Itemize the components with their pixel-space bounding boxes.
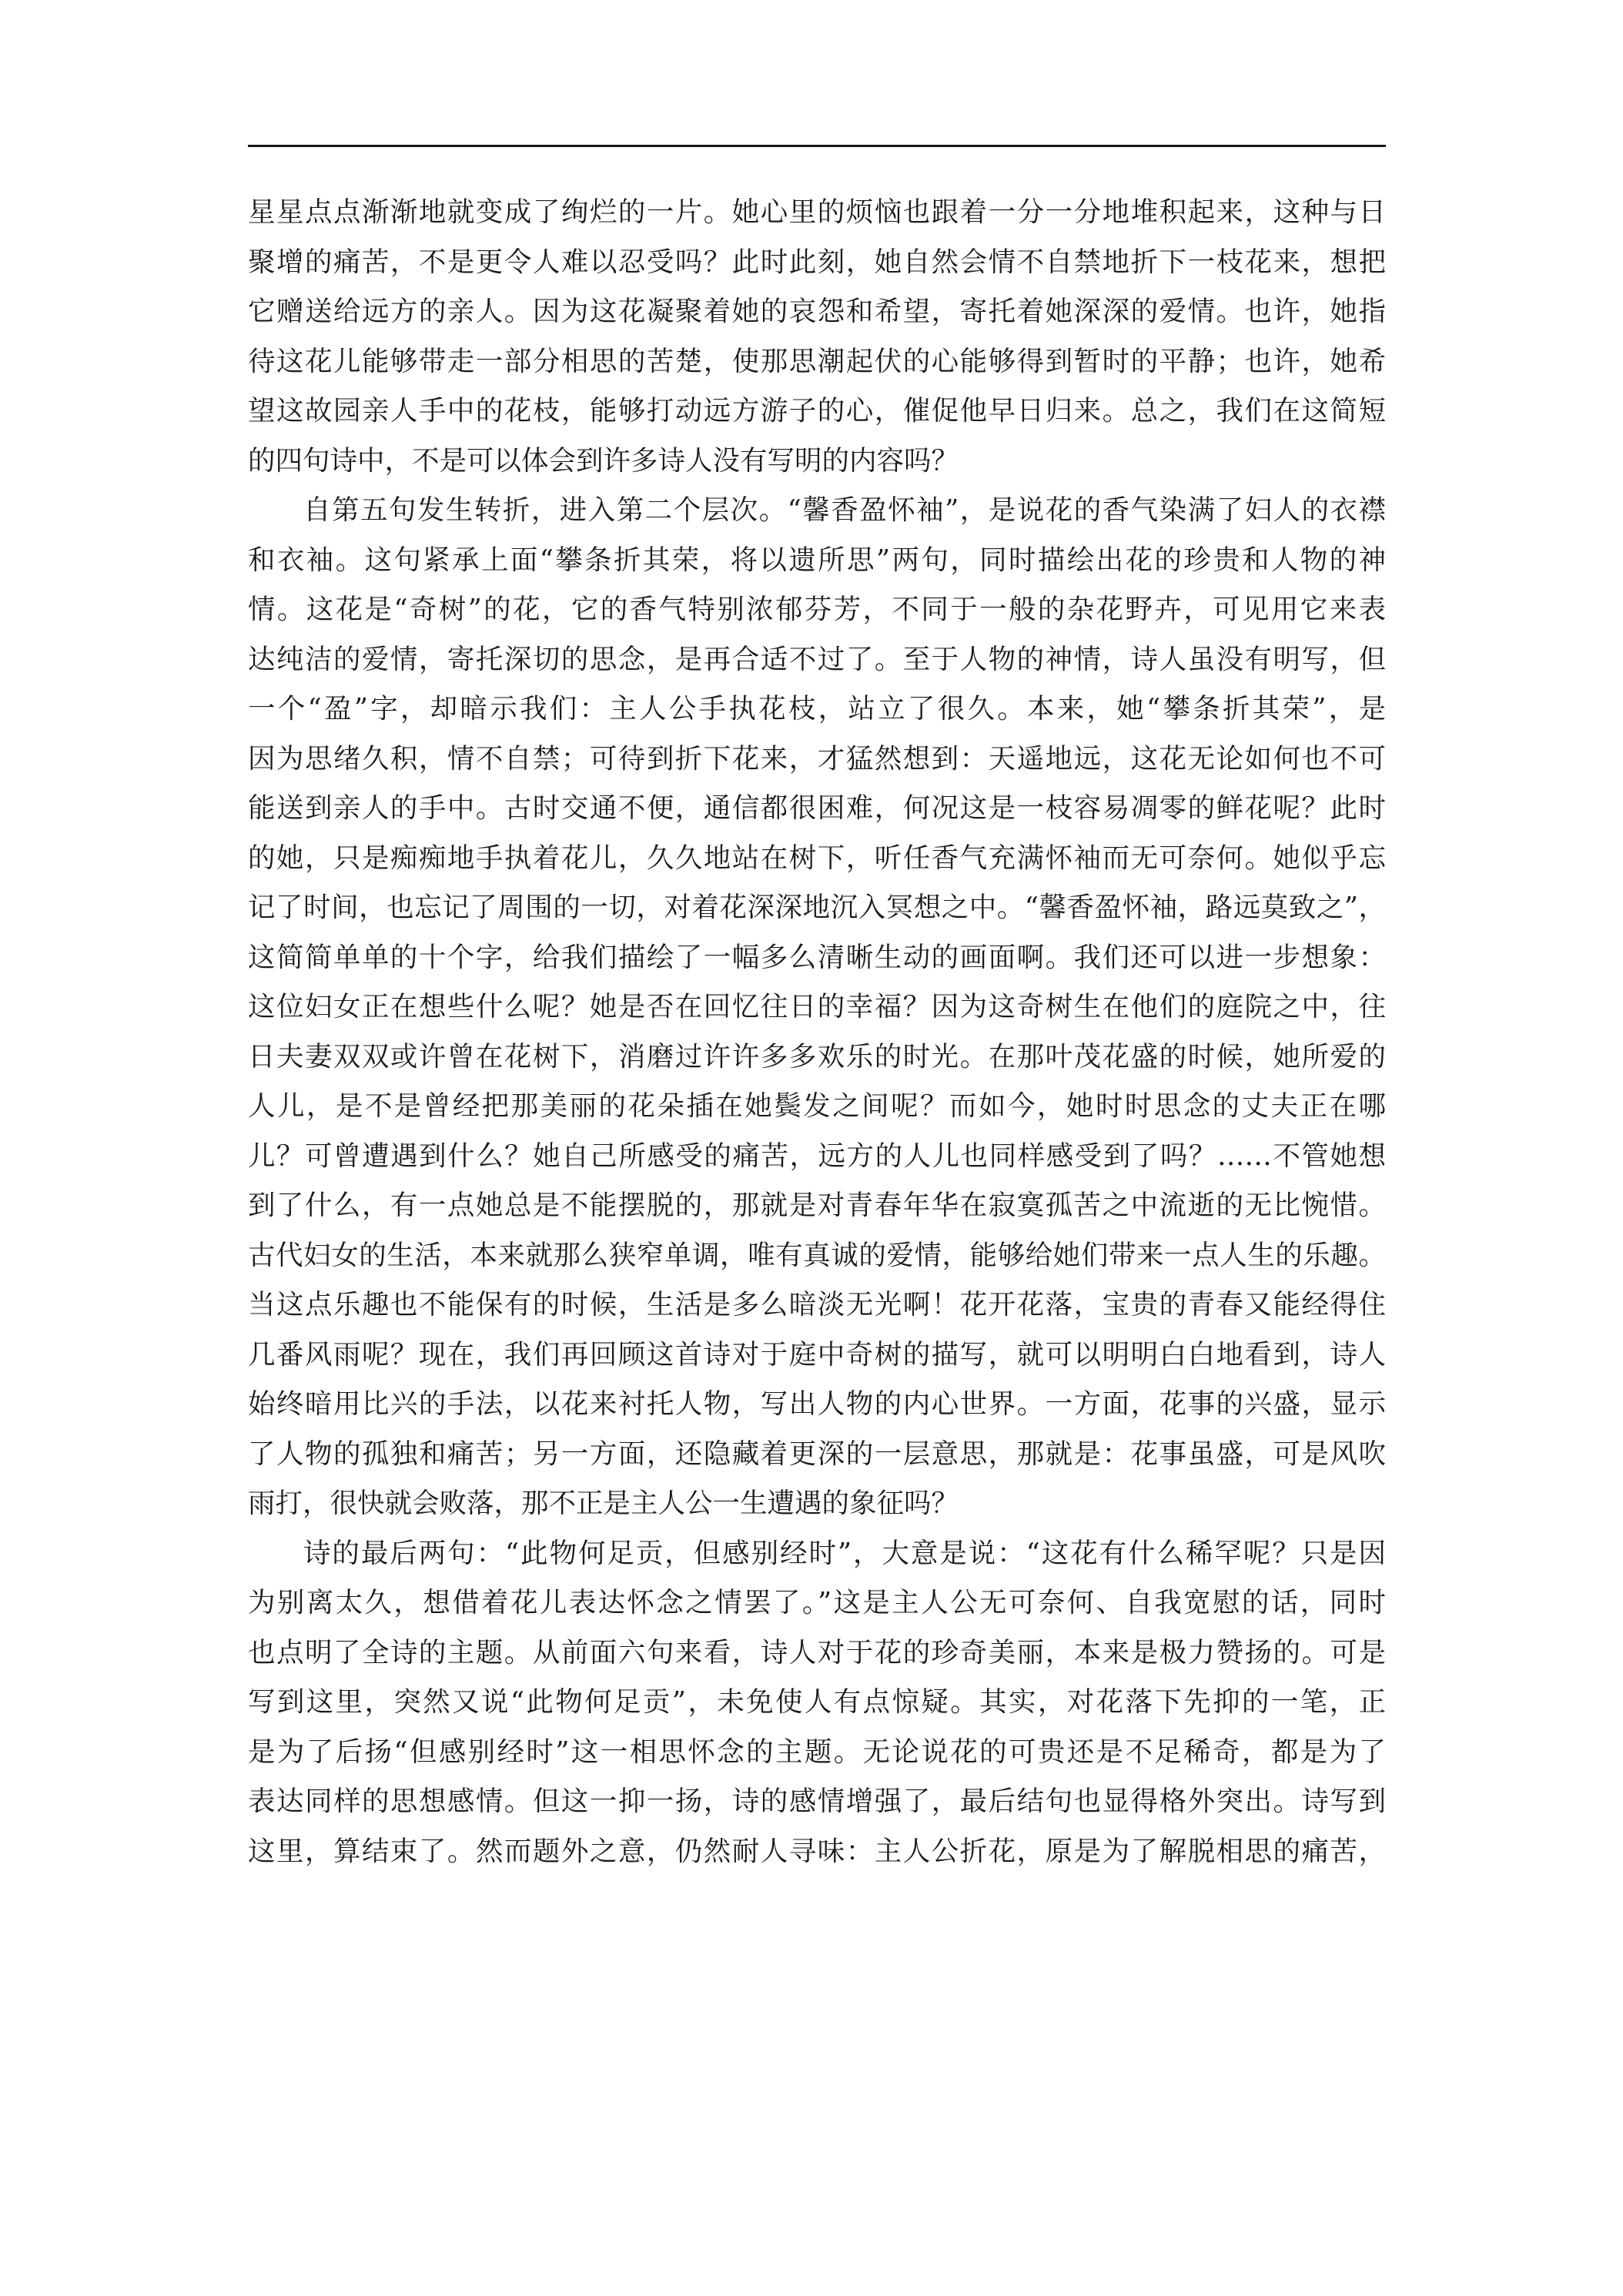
text-line: 这简简单单的十个字，给我们描绘了一幅多么清晰生动的画面啊。我们还可以进一步想象： — [248, 941, 1386, 973]
header-rule — [248, 145, 1386, 147]
body-text — [248, 188, 1386, 1876]
text-line: 到了什么，有一点她总是不能摆脱的，那就是对青春年华在寂寞孤苦之中流逝的无比惋惜。 — [248, 1190, 1386, 1221]
text-line: 始终暗用比兴的手法，以花来衬托人物，写出人物的内心世界。一方面，花事的兴盛，显示 — [248, 1388, 1386, 1420]
text-line: 待这花儿能够带走一部分相思的苦楚，使那思潮起伏的心能够得到暂时的平静；也许，她希 — [248, 345, 1386, 377]
text-line: 雨打，很快就会败落，那不正是主人公一生遭遇的象征吗？ — [248, 1488, 959, 1519]
text-line: 了人物的孤独和痛苦；另一方面，还隐藏着更深的一层意思，那就是：花事虽盛，可是风吹 — [248, 1438, 1386, 1470]
text-line: 的四句诗中，不是可以体会到许多诗人没有写明的内容吗？ — [248, 444, 959, 477]
paragraph — [248, 188, 1386, 486]
text-line: 表达同样的思想感情。但这一抑一扬，诗的感情增强了，最后结句也显得格外突出。诗写到 — [248, 1786, 1386, 1817]
text-line: 这里，算结束了。然而题外之意，仍然耐人寻味：主人公折花，原是为了解脱相思的痛苦， — [248, 1835, 1386, 1867]
text-line: 人儿，是不是曾经把那美丽的花朵插在她鬓发之间呢？而如今，她时时思念的丈夫正在哪 — [248, 1090, 1386, 1122]
text-line: 记了时间，也忘记了周围的一切，对着花深深地沉入冥想之中。“馨香盈怀袖，路远莫致之”， — [248, 892, 1386, 923]
text-line: 是为了后扬“但感别经时”这一相思怀念的主题。无论说花的可贵还是不足稀奇，都是为了 — [248, 1735, 1386, 1768]
text-line: 星星点点渐渐地就变成了绚烂的一片。她心里的烦恼也跟着一分一分地堆积起来，这种与日 — [248, 196, 1386, 228]
text-line: 情。这花是“奇树”的花，它的香气特别浓郁芬芳，不同于一般的杂花野卉，可见用它来表 — [248, 594, 1386, 625]
text-line: 它赠送给远方的亲人。因为这花凝聚着她的哀怨和希望，寄托着她深深的爱情。也许，她指 — [248, 296, 1386, 327]
text-line: 望这故园亲人手中的花枝，能够打动远方游子的心，催促他早日归来。总之，我们在这简短 — [248, 395, 1386, 427]
text-line: 诗的最后两句：“此物何足贡，但感别经时”，大意是说：“这花有什么稀罕呢？只是因 — [303, 1537, 1386, 1569]
paragraph — [248, 1529, 1386, 1877]
text-line: 和衣袖。这句紧承上面“攀条折其荣，将以遗所思”两句，同时描绘出花的珍贵和人物的神 — [248, 544, 1386, 576]
text-line: 当这点乐趣也不能保有的时候，生活是多么暗淡无光啊！花开花落，宝贵的青春又能经得住 — [248, 1289, 1386, 1320]
paragraph — [248, 486, 1386, 1529]
text-line: 古代妇女的生活，本来就那么狭窄单调，唯有真诚的爱情，能够给她们带来一点人生的乐趣。 — [248, 1239, 1386, 1271]
text-line: 能送到亲人的手中。古时交通不便，通信都很困难，何况这是一枝容易凋零的鲜花呢？此时 — [248, 792, 1386, 824]
text-line: 因为思绪久积，情不自禁；可待到折下花来，才猛然想到：天遥地远，这花无论如何也不可 — [248, 742, 1386, 775]
text-line: 几番风雨呢？现在，我们再回顾这首诗对于庭中奇树的描写，就可以明明白白地看到，诗人 — [248, 1338, 1386, 1371]
text-line: 一个“盈”字，却暗示我们：主人公手执花枝，站立了很久。本来，她“攀条折其荣”，是 — [248, 693, 1386, 725]
text-line: 日夫妻双双或许曾在花树下，消磨过许许多多欢乐的时光。在那叶茂花盛的时候，她所爱的 — [248, 1040, 1386, 1073]
text-line: 达纯洁的爱情，寄托深切的思念，是再合适不过了。至于人物的神情，诗人虽没有明写，但 — [248, 643, 1386, 675]
text-line: 儿？可曾遭遇到什么？她自己所感受的痛苦，远方的人儿也同样感受到了吗？……不管她想 — [248, 1140, 1386, 1172]
text-line: 写到这里，突然又说“此物何足贡”，未免使人有点惊疑。其实，对花落下先抑的一笔，正 — [248, 1686, 1386, 1718]
text-line: 的她，只是痴痴地手执着花儿，久久地站在树下，听任香气充满怀袖而无可奈何。她似乎忘 — [248, 842, 1386, 874]
text-line: 自第五句发生转折，进入第二个层次。“馨香盈怀袖”，是说花的香气染满了妇人的衣襟 — [303, 494, 1386, 526]
text-line: 聚增的痛苦，不是更令人难以忍受吗？此时此刻，她自然会情不自禁地折下一枝花来，想把 — [248, 246, 1386, 278]
text-line: 为别离太久，想借着花儿表达怀念之情罢了。”这是主人公无可奈何、自我宽慰的话，同时 — [248, 1587, 1386, 1618]
text-line: 这位妇女正在想些什么呢？她是否在回忆往日的幸福？因为这奇树生在他们的庭院之中，往 — [248, 991, 1386, 1022]
text-line: 也点明了全诗的主题。从前面六句来看，诗人对于花的珍奇美丽，本来是极力赞扬的。可是 — [248, 1636, 1386, 1668]
